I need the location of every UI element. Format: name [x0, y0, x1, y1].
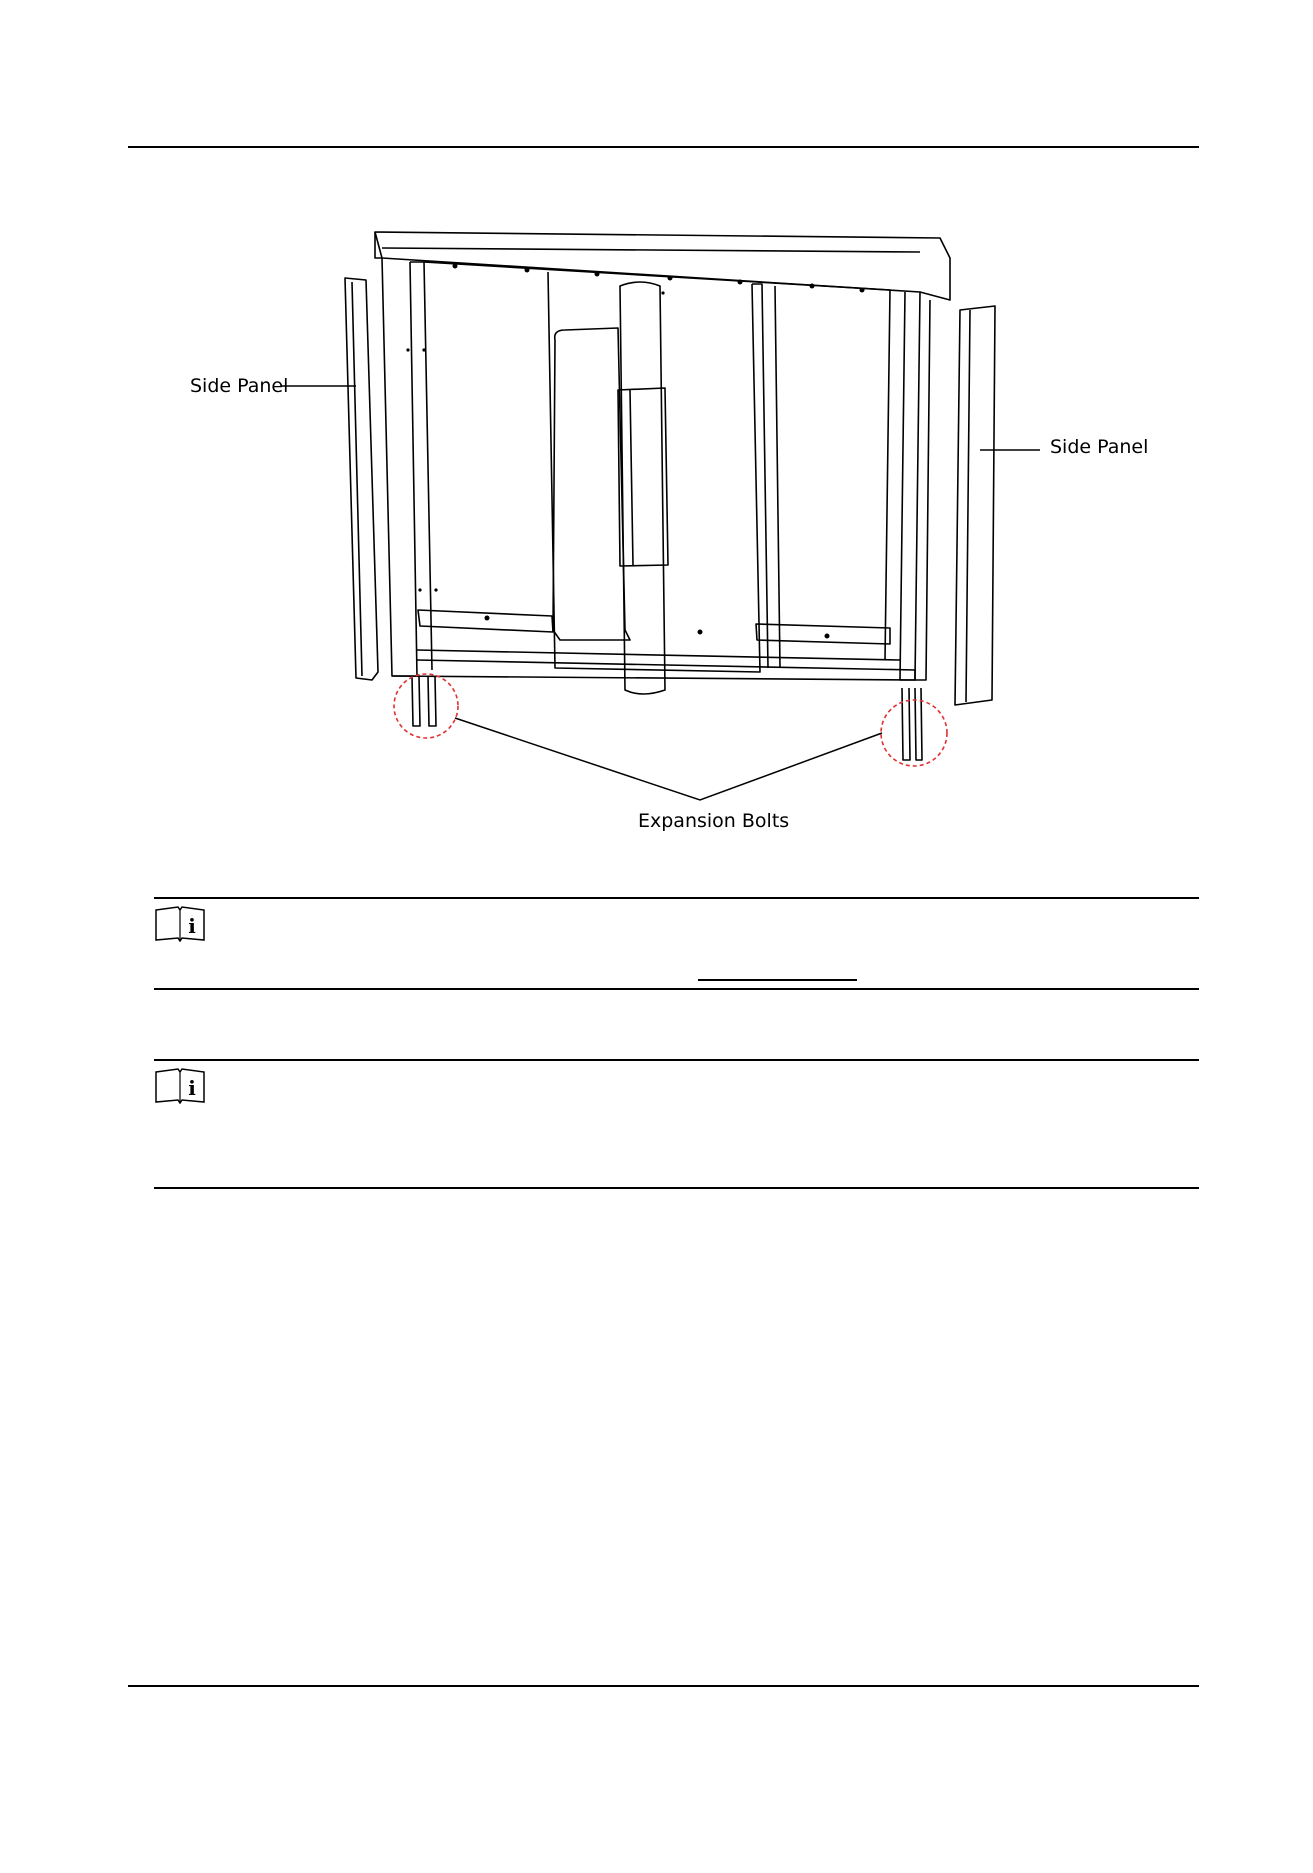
note-1-link-underline[interactable] — [698, 979, 857, 981]
note-2-top-rule — [154, 1059, 1199, 1061]
bolt-right-a — [902, 688, 910, 760]
right-crossbar — [756, 624, 890, 644]
callout-side-panel-left: Side Panel — [190, 375, 289, 397]
bolt-left-a — [412, 676, 420, 726]
note-1-bottom-rule — [154, 988, 1199, 990]
callout-side-panel-right: Side Panel — [1050, 436, 1149, 458]
frame-right-column — [900, 292, 920, 680]
bolt-left-b — [428, 676, 436, 726]
note-info-icon — [154, 1068, 206, 1104]
leader-expansion-bolts — [455, 718, 882, 800]
left-crossbar — [418, 610, 553, 632]
callout-expansion-bolts: Expansion Bolts — [638, 810, 790, 832]
bolt-highlight-left — [394, 674, 458, 738]
right-side-panel — [955, 306, 995, 705]
footer-rule — [128, 1685, 1199, 1687]
svg-text:i: i — [188, 914, 196, 938]
note-1-top-rule — [154, 897, 1199, 899]
frame-left-column — [382, 258, 417, 676]
left-side-panel — [345, 278, 378, 680]
center-panel — [548, 272, 760, 672]
note-2-bottom-rule — [154, 1187, 1199, 1189]
svg-text:i: i — [188, 1076, 196, 1100]
note-info-icon — [154, 906, 206, 942]
bolt-right-b — [915, 688, 922, 760]
bolt-highlight-right — [881, 700, 947, 766]
